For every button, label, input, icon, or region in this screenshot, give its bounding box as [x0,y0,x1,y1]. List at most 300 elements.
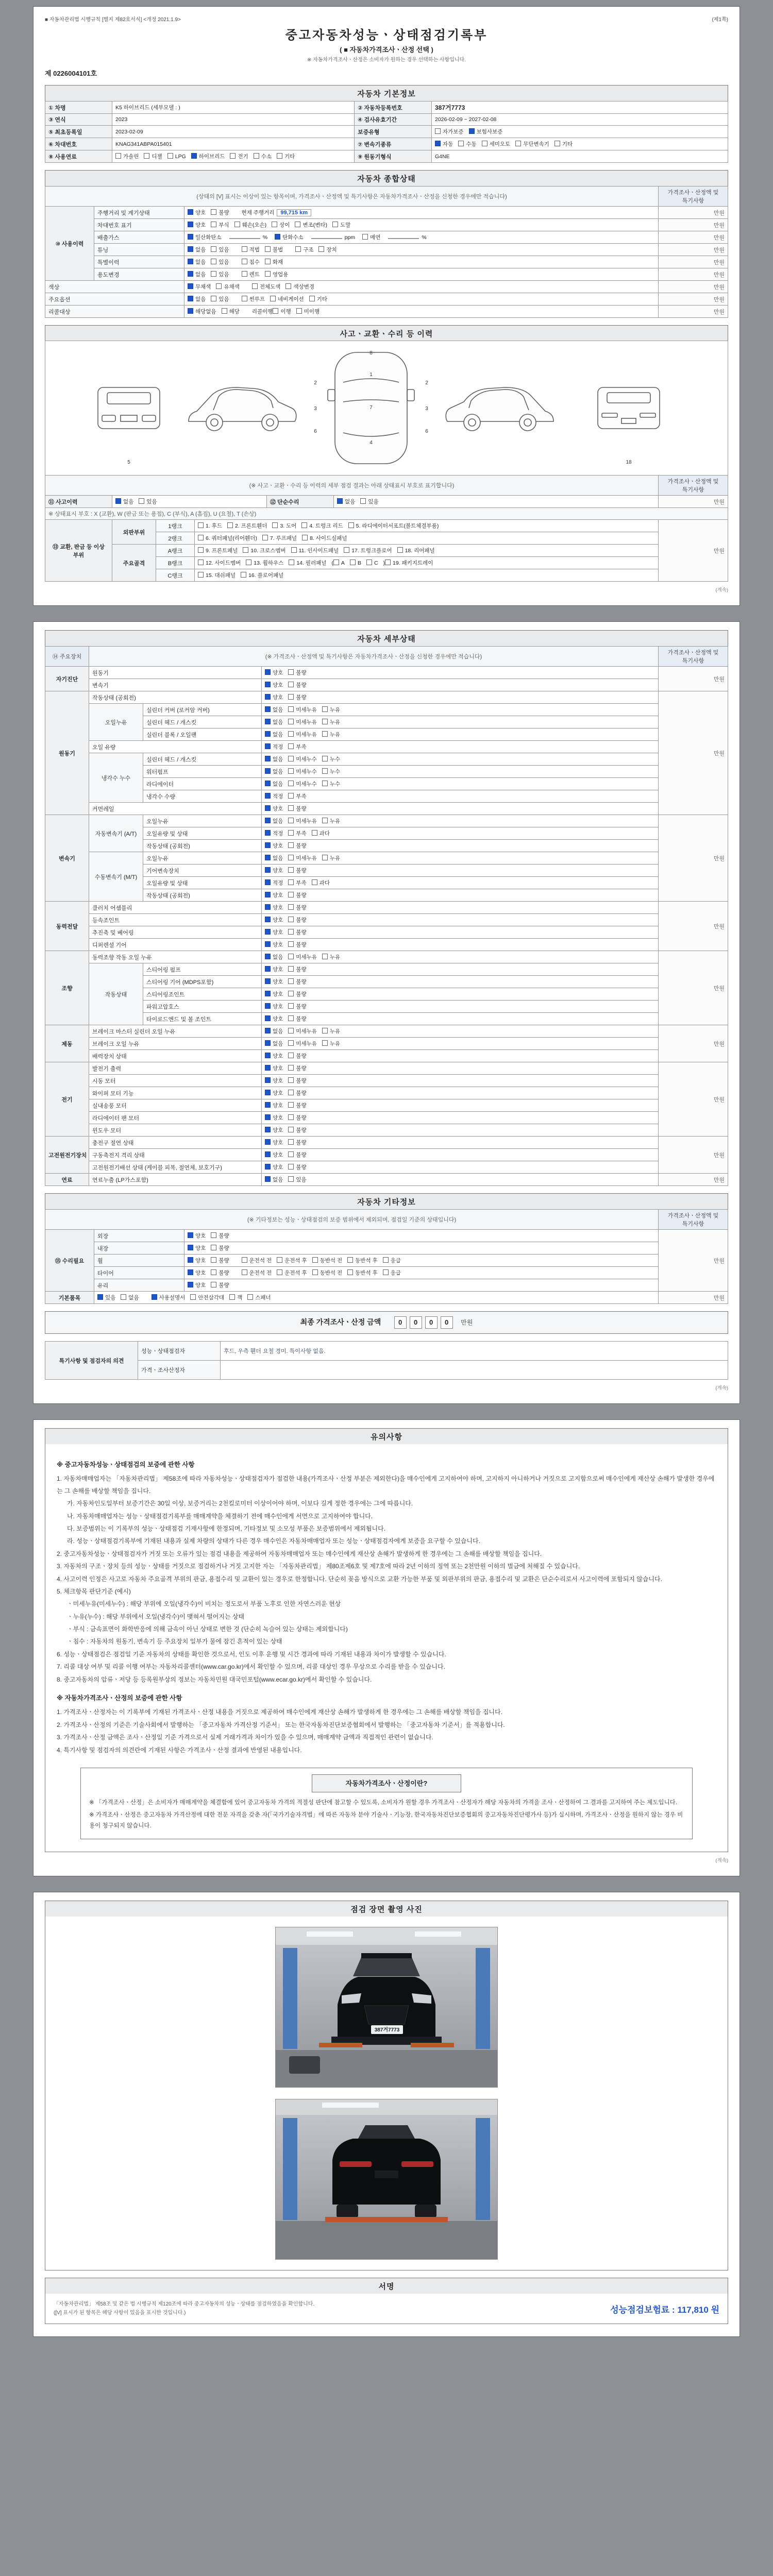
unchecked-box[interactable] [198,522,204,528]
checked-box[interactable] [265,1065,271,1071]
checked-box[interactable] [265,1028,271,1033]
checkbox-option: 양호 [188,209,206,216]
checked-box[interactable] [265,830,271,836]
unchecked-box[interactable] [211,1232,216,1238]
checkbox-option: 미이행 [296,308,320,315]
checked-box[interactable] [265,941,271,947]
checked-box[interactable] [469,128,475,134]
unchecked-box[interactable] [322,719,328,724]
unchecked-box[interactable] [288,1065,294,1071]
unchecked-box[interactable] [273,308,278,314]
unchecked-box[interactable] [322,1040,328,1046]
checked-box[interactable] [265,842,271,848]
unchecked-box[interactable] [265,271,271,277]
unchecked-box[interactable] [288,1053,294,1058]
checkbox-option: 누수 [322,755,340,763]
checked-box[interactable] [188,234,193,240]
item-label: 실린더 커버 (로커암 커버) [143,704,262,716]
unchecked-box[interactable] [272,222,277,227]
unchecked-box[interactable] [288,682,294,687]
unchecked-box[interactable] [350,560,356,565]
page-side: (제1쪽) [712,17,728,23]
item-state [262,1124,659,1137]
unchecked-box[interactable] [295,246,301,252]
unchecked-box[interactable] [288,954,294,959]
checked-box[interactable] [188,1232,193,1238]
item-label: 실린더 헤드 / 개스킷 [143,753,262,766]
checkbox-option: 무채색 [188,283,211,291]
unchecked-box[interactable] [322,1028,328,1033]
unchecked-box[interactable] [288,1090,294,1095]
checked-box[interactable] [265,954,271,959]
checked-box[interactable] [188,1269,193,1275]
unchecked-box[interactable] [288,805,294,811]
rank-name: 2랭크 [156,532,195,545]
unchecked-box[interactable] [288,929,294,935]
checked-box[interactable] [188,1245,193,1250]
checked-box[interactable] [337,498,343,504]
checked-box[interactable] [265,694,271,700]
checked-box[interactable] [265,768,271,774]
unchecked-box[interactable] [312,1257,318,1263]
checked-box[interactable] [265,1127,271,1132]
unchecked-box[interactable] [322,818,328,823]
checked-box[interactable] [265,1040,271,1046]
field-value [112,114,355,126]
unchecked-box[interactable] [288,1003,294,1009]
unchecked-box[interactable] [262,535,268,540]
legend-row [45,508,728,520]
unchecked-box[interactable] [435,128,441,134]
unchecked-box[interactable] [301,522,307,528]
unchecked-box[interactable] [198,560,204,565]
checkbox-option: 19. 패키지트레이 [385,559,433,567]
checked-box[interactable] [188,271,193,277]
unchecked-box[interactable] [322,954,328,959]
unchecked-box[interactable] [115,153,121,159]
unchecked-box[interactable] [229,1294,235,1300]
checkbox-option: 불량 [288,916,306,924]
car-diagram-svg [82,346,691,470]
checked-box[interactable] [188,222,193,227]
checkbox-option: 양호 [188,1269,206,1277]
notes-line: 3. 가격조사ㆍ산정 금액은 조사ㆍ산정일 기준 가격으로서 실제 거래가격과 차이가 있을 수 있으며, 매매계약 금액과 직접적인 관련이 없습니다. [57,1734,433,1741]
unchecked-box[interactable] [482,141,488,146]
unchecked-box[interactable] [288,1176,294,1182]
checkbox-option: 없음 [265,1040,283,1047]
checked-box[interactable] [265,706,271,712]
unchecked-box[interactable] [288,879,294,885]
checked-box[interactable] [152,1294,157,1300]
checkbox-option: 3. 도어 [272,522,296,530]
rank-items [195,545,659,557]
checkbox-option: 양호 [265,1052,283,1060]
price-cell: 만원 [659,293,728,306]
notes-line: ㆍ부식 : 금속표면이 화학반응에 의해 금속이 아닌 상태로 변한 것 (단순히 녹슬어 있는 상태는 제외합니다) [67,1625,348,1633]
unchecked-box[interactable] [211,246,216,252]
checkbox-option: 탄화수소 [275,233,304,241]
price-cell: 만원 [659,306,728,318]
unchecked-box[interactable] [198,547,204,553]
unchecked-box[interactable] [167,153,173,159]
checked-box[interactable] [265,1077,271,1083]
checked-box[interactable] [265,1114,271,1120]
unchecked-box[interactable] [243,547,248,553]
checkbox-option: 양호 [265,693,283,701]
unchecked-box[interactable] [288,694,294,700]
unchecked-box[interactable] [288,978,294,984]
unchecked-box[interactable] [288,867,294,873]
unchecked-box[interactable] [288,743,294,749]
price-digit-box: 0 [394,1316,407,1329]
unchecked-box[interactable] [288,904,294,910]
notes-line: 가. 자동차인도일부터 보증기간은 30일 이상, 보증거리는 2천킬로미터 이상이어야 하며, 이보다 길게 정한 경우에는 그에 따릅니다. [67,1500,413,1507]
unchecked-box[interactable] [242,246,247,252]
checked-box[interactable] [265,1053,271,1058]
unchecked-box[interactable] [360,498,366,504]
item-state [262,840,659,852]
price-eval-select[interactable]: ( ■ 자동차가격조사ㆍ산정 선택 ) [340,46,433,54]
table-row [45,716,728,728]
unchecked-box[interactable] [458,141,464,146]
unchecked-box[interactable] [347,1257,353,1263]
item-state [262,1149,659,1161]
unchecked-box[interactable] [190,1294,196,1300]
rank-items [195,532,659,545]
unchecked-box[interactable] [322,855,328,860]
unchecked-box[interactable] [296,308,302,314]
checked-box[interactable] [188,259,193,264]
unchecked-box[interactable] [234,222,240,227]
unchecked-box[interactable] [277,1257,282,1263]
field-label: ④ 검사유효기간 [355,114,432,126]
item-label: 기어변속장치 [143,865,262,877]
value-field[interactable] [388,238,419,239]
checkbox-option: 18. 리어패널 [397,547,435,554]
checked-box[interactable] [188,1257,193,1263]
checked-box[interactable] [265,805,271,811]
unchecked-box[interactable] [288,941,294,947]
checkbox-option: 없음 [115,498,133,505]
diagram-number: 8 [369,350,373,356]
unchecked-box[interactable] [242,1269,247,1275]
checkbox-option: 불량 [211,209,229,216]
field-value [432,101,728,114]
item-label: 타이어 [94,1267,184,1279]
unchecked-box[interactable] [222,308,227,314]
unchecked-box[interactable] [198,535,204,540]
unchecked-box[interactable] [385,560,391,565]
unchecked-box[interactable] [397,547,403,553]
table-row [45,1267,728,1279]
unchecked-box[interactable] [277,1269,282,1275]
checked-box[interactable] [265,892,271,897]
unchecked-box[interactable] [322,706,328,712]
checked-box[interactable] [435,141,441,146]
checked-box[interactable] [265,991,271,996]
unchecked-box[interactable] [288,731,294,737]
unchecked-box[interactable] [309,296,315,301]
item-label: 와이퍼 모터 기능 [89,1087,262,1099]
checkbox-option: 네비게이션 [270,295,304,303]
unchecked-box[interactable] [288,1114,294,1120]
item-state [184,207,659,219]
table-row [45,827,728,840]
unchecked-box[interactable] [139,498,144,504]
unchecked-box[interactable] [291,547,297,553]
unchecked-box[interactable] [211,296,216,301]
unchecked-box[interactable] [288,793,294,799]
inline-text: 현재 주행거리 [241,210,275,216]
unchecked-box[interactable] [211,271,216,277]
price-cell: 만원 [659,902,728,951]
checkbox-option: 운전석 후 [277,1257,307,1264]
rank-items [195,557,659,569]
unchecked-box[interactable] [288,892,294,897]
checked-box[interactable] [97,1294,103,1300]
unchecked-box[interactable] [554,141,560,146]
unchecked-box[interactable] [230,153,236,159]
unchecked-box[interactable] [288,855,294,860]
unchecked-box[interactable] [288,1151,294,1157]
checked-box[interactable] [265,867,271,873]
unchecked-box[interactable] [347,1269,353,1275]
checked-box[interactable] [265,1003,271,1009]
checked-box[interactable] [265,719,271,724]
checked-box[interactable] [265,682,271,687]
unchecked-box[interactable] [362,234,368,240]
unchecked-box[interactable] [121,1294,126,1300]
checked-box[interactable] [265,781,271,786]
checkbox-option: 11. 인사이드패널 [291,547,339,554]
price-cell: 만원 [659,1062,728,1137]
unchecked-box[interactable] [288,1015,294,1021]
unchecked-box[interactable] [288,818,294,823]
item-state [262,667,659,679]
checkbox-option: 변조(변타) [295,221,327,229]
value-field[interactable]: 99,715 km [277,209,311,216]
checked-box[interactable] [188,246,193,252]
unchecked-box[interactable] [216,283,222,289]
checked-box[interactable] [265,1176,271,1182]
table-row [45,741,728,753]
unchecked-box[interactable] [312,879,317,885]
notes-line: 2. 가격조사ㆍ산정의 기준은 기술사회에서 발행하는 「중고자동차 가격산정 기준서」 또는 한국자동차진단보증협회에서 발행하는 「중고자동차 기준서」를 적용합니다. [57,1721,505,1728]
unchecked-box[interactable] [211,1282,216,1287]
item-label: 배출가스 [94,231,184,244]
unchecked-box[interactable] [242,296,247,301]
checked-box[interactable] [265,904,271,910]
unchecked-box[interactable] [227,522,233,528]
unchecked-box[interactable] [241,572,246,578]
table-row [45,1001,728,1013]
checkbox-option: 양호 [188,1232,206,1240]
checked-box[interactable] [265,793,271,799]
unchecked-box[interactable] [348,522,354,528]
checkbox-option: 적정 [265,829,283,837]
checked-box[interactable] [265,743,271,749]
item-label: 색상 [45,281,184,293]
unchecked-box[interactable] [252,283,258,289]
checkbox-option: 수소 [254,152,272,160]
inline-text: G4NE [435,153,450,160]
checked-box[interactable] [265,818,271,823]
detail-title: 자동차 세부상태 [357,635,416,643]
checked-box[interactable] [265,1151,271,1157]
notes-line: 6. 성능ㆍ상태점검은 점검일 기준 자동차의 상태를 확인한 것으로서, 인도 이후 운행 및 시간 경과에 따라 기재된 내용과 차이가 발생할 수 있습니다. [57,1650,446,1658]
checked-box[interactable] [188,209,193,215]
checked-box[interactable] [265,966,271,972]
remarks-text-inspector: 후드, 우측 휀더 요철 경미. 특이사항 없음. [221,1342,728,1361]
unchecked-box[interactable] [288,669,294,675]
unchecked-box[interactable] [288,1040,294,1046]
checkbox-option: 부식 [211,221,229,229]
unchecked-box[interactable] [302,535,308,540]
page-3 [33,1419,740,1876]
unchecked-box[interactable] [332,222,338,227]
unchecked-box[interactable] [288,1028,294,1033]
unchecked-box[interactable] [288,842,294,848]
unchecked-box[interactable] [288,1127,294,1132]
unchecked-box[interactable] [288,756,294,761]
unchecked-box[interactable] [198,572,204,578]
unchecked-box[interactable] [270,296,276,301]
unchecked-box[interactable] [318,246,324,252]
unchecked-box[interactable] [211,222,216,227]
value-field[interactable] [229,238,260,239]
checked-box[interactable] [188,283,193,289]
checked-box[interactable] [265,978,271,984]
unchecked-box[interactable] [288,1139,294,1145]
checkbox-option: 색상변경 [285,283,314,291]
checked-box[interactable] [265,855,271,860]
checked-box[interactable] [191,153,197,159]
checkbox-option: 훼손(오손) [234,221,267,229]
unchecked-box[interactable] [383,1269,389,1275]
unchecked-box[interactable] [288,768,294,774]
checked-box[interactable] [188,308,193,314]
unchecked-box[interactable] [254,153,259,159]
unchecked-box[interactable] [322,781,328,786]
notes-line: 나. 자동차매매업자는 성능ㆍ상태점검기록부를 매매계약을 체결하기 전에 매수인에게 서면으로 고지하여야 합니다. [67,1512,373,1520]
unchecked-box[interactable] [285,283,291,289]
unchecked-box[interactable] [211,1245,216,1250]
item-state [262,951,659,963]
unchecked-box[interactable] [144,153,149,159]
basic-info-section-bar [45,85,728,101]
checked-box[interactable] [265,756,271,761]
item-state [262,1062,659,1075]
unchecked-box[interactable] [242,271,247,277]
notes-line: 4. 특기사항 및 점검자의 의견란에 기재된 사항은 가격조사ㆍ산정 결과에 반영된 내용입니다. [57,1746,302,1754]
unchecked-box[interactable] [211,1257,216,1263]
checked-box[interactable] [265,731,271,737]
unchecked-box[interactable] [344,547,349,553]
item-label: 작동상태 (공회전) [89,691,262,704]
item-state [262,902,659,914]
unchecked-box[interactable] [265,246,271,252]
unchecked-box[interactable] [366,560,372,565]
unchecked-box[interactable] [265,259,271,264]
unchecked-box[interactable] [211,209,216,215]
unchecked-box[interactable] [288,1102,294,1108]
checked-box[interactable] [265,917,271,922]
checked-box[interactable] [265,1139,271,1145]
unchecked-box[interactable] [288,917,294,922]
checkbox-option: 불량 [288,1101,306,1109]
unchecked-box[interactable] [288,830,294,836]
unchecked-box[interactable] [277,153,282,159]
unchecked-box[interactable] [322,756,328,761]
unchecked-box[interactable] [383,1257,389,1263]
table-row [45,293,728,306]
exchange-label: ⑬ 교환, 판금 등 이상 부위 [45,520,112,582]
unchecked-box[interactable] [288,781,294,786]
misc-info-table [45,1209,728,1304]
unchecked-box[interactable] [288,719,294,724]
checkbox-option: A [333,560,345,566]
checked-box[interactable] [188,296,193,301]
checkbox-option: 누유 [322,953,340,961]
item-state [262,778,659,790]
checked-box[interactable] [265,669,271,675]
inspection-photo-rear [275,2099,498,2260]
unchecked-box[interactable] [312,830,317,836]
checked-box[interactable] [275,234,280,240]
checked-box[interactable] [265,1164,271,1170]
checkbox-option: 불량 [288,1151,306,1159]
unchecked-box[interactable] [515,141,521,146]
group-label: ⑩ 사용이력 [45,207,94,281]
unchecked-box[interactable] [312,1269,318,1275]
checked-box[interactable] [265,1102,271,1108]
checked-box[interactable] [265,879,271,885]
unchecked-box[interactable] [242,1257,247,1263]
checked-box[interactable] [115,498,121,504]
unchecked-box[interactable] [288,706,294,712]
checked-box[interactable] [265,929,271,935]
unchecked-box[interactable] [289,560,294,565]
unchecked-box[interactable] [322,768,328,774]
table-row [45,1174,728,1186]
unchecked-box[interactable] [288,1077,294,1083]
item-state [262,852,659,865]
unchecked-box[interactable] [246,560,251,565]
checked-box[interactable] [265,1015,271,1021]
checkbox-option: 양호 [265,904,283,911]
checkbox-option: 상이 [272,221,290,229]
unchecked-box[interactable] [211,259,216,264]
photos-section-bar [45,1901,728,1917]
unchecked-box[interactable] [211,1269,216,1275]
final-price-label: 최종 가격조사ㆍ산정 금액 [300,1318,381,1327]
unchecked-box[interactable] [288,966,294,972]
value-field[interactable] [311,238,342,239]
field-value [112,101,355,114]
checkbox-option: 부족 [288,829,306,837]
unchecked-box[interactable] [288,1164,294,1170]
unchecked-box[interactable] [288,991,294,996]
unchecked-box[interactable] [247,1294,253,1300]
unchecked-box[interactable] [322,731,328,737]
unchecked-box[interactable] [272,522,278,528]
table-row [45,1292,728,1304]
unchecked-box[interactable] [295,222,300,227]
checked-box[interactable] [188,1282,193,1287]
unchecked-box[interactable] [242,259,247,264]
unchecked-box[interactable] [333,560,339,565]
checked-box[interactable] [265,1090,271,1095]
